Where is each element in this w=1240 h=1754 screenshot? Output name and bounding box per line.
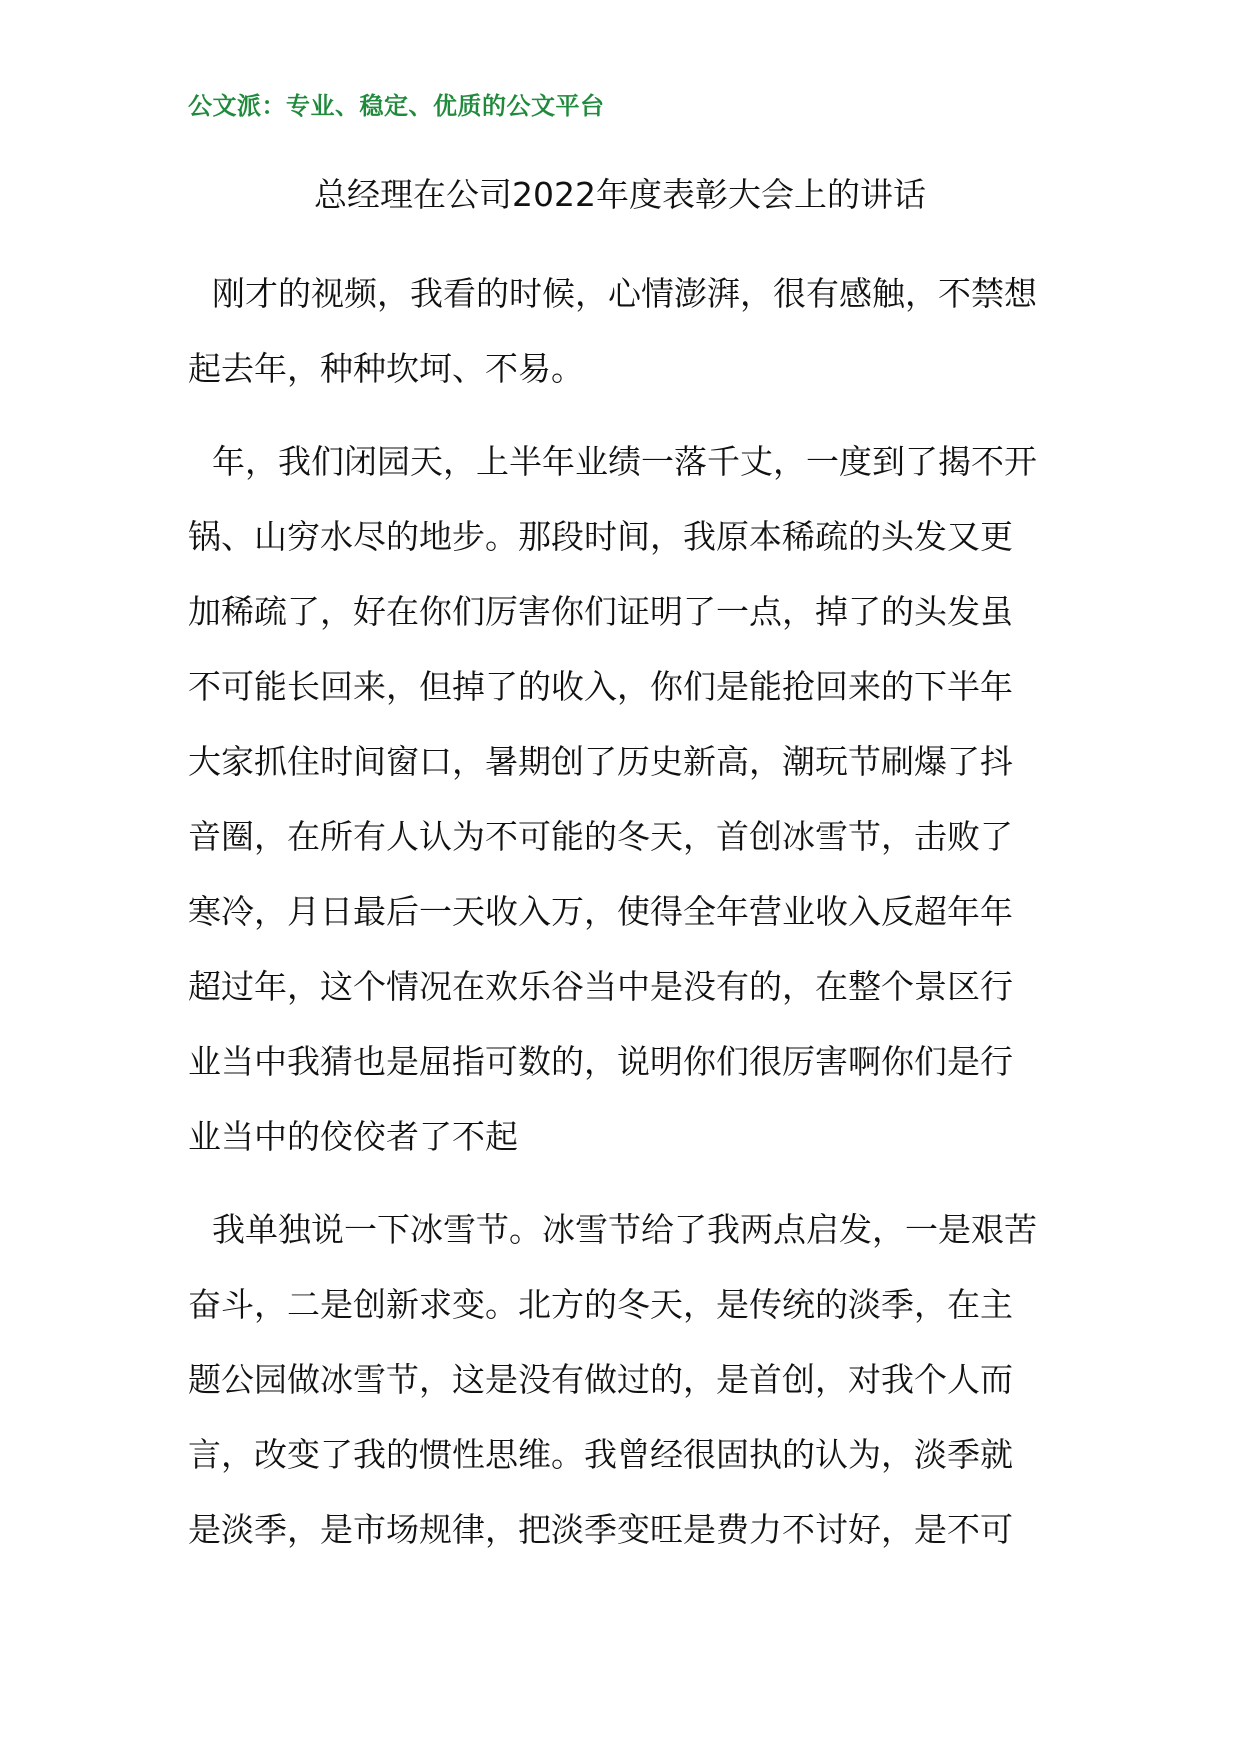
paragraph-line: 加稀疏了，好在你们厉害你们证明了一点，掉了的头发虽 bbox=[188, 592, 1013, 631]
paragraph-line: 不可能长回来，但掉了的收入，你们是能抢回来的下半年 bbox=[188, 667, 1013, 706]
paragraph-line: 题公园做冰雪节，这是没有做过的，是首创，对我个人而 bbox=[188, 1360, 1013, 1399]
paragraph-line: 言，改变了我的惯性思维。我曾经很固执的认为，淡季就 bbox=[188, 1435, 1013, 1474]
paragraph-line: 起去年，种种坎坷、不易。 bbox=[188, 349, 584, 388]
document-body bbox=[188, 256, 1052, 1585]
paragraph-line: 刚才的视频，我看的时候，心情澎湃，很有感触，不禁想 bbox=[212, 274, 1037, 313]
paragraph-line: 业当中的佼佼者了不起 bbox=[188, 1117, 518, 1156]
paragraph-line: 锅、山穷水尽的地步。那段时间，我原本稀疏的头发又更 bbox=[188, 517, 1013, 556]
header-brand: 公文派：专业、稳定、优质的公文平台 bbox=[188, 92, 605, 120]
paragraph-2 bbox=[188, 424, 1052, 1174]
paragraph-line: 音圈，在所有人认为不可能的冬天，首创冰雪节，击败了 bbox=[188, 817, 1013, 856]
document-title: 总经理在公司2022年度表彰大会上的讲话 bbox=[314, 175, 926, 214]
paragraph-line: 超过年，这个情况在欢乐谷当中是没有的，在整个景区行 bbox=[188, 967, 1013, 1006]
paragraph-line: 是淡季，是市场规律，把淡季变旺是费力不讨好，是不可 bbox=[188, 1510, 1013, 1549]
paragraph-line: 我单独说一下冰雪节。冰雪节给了我两点启发，一是艰苦 bbox=[212, 1210, 1037, 1249]
paragraph-line: 年，我们闭园天，上半年业绩一落千丈，一度到了揭不开 bbox=[212, 442, 1037, 481]
paragraph-3 bbox=[188, 1192, 1052, 1567]
paragraph-line: 业当中我猜也是屈指可数的，说明你们很厉害啊你们是行 bbox=[188, 1042, 1013, 1081]
paragraph-1 bbox=[188, 256, 1052, 406]
paragraph-line: 大家抓住时间窗口，暑期创了历史新高，潮玩节刷爆了抖 bbox=[188, 742, 1013, 781]
paragraph-line: 寒冷，月日最后一天收入万，使得全年营业收入反超年年 bbox=[188, 892, 1013, 931]
paragraph-line: 奋斗，二是创新求变。北方的冬天，是传统的淡季，在主 bbox=[188, 1285, 1013, 1324]
